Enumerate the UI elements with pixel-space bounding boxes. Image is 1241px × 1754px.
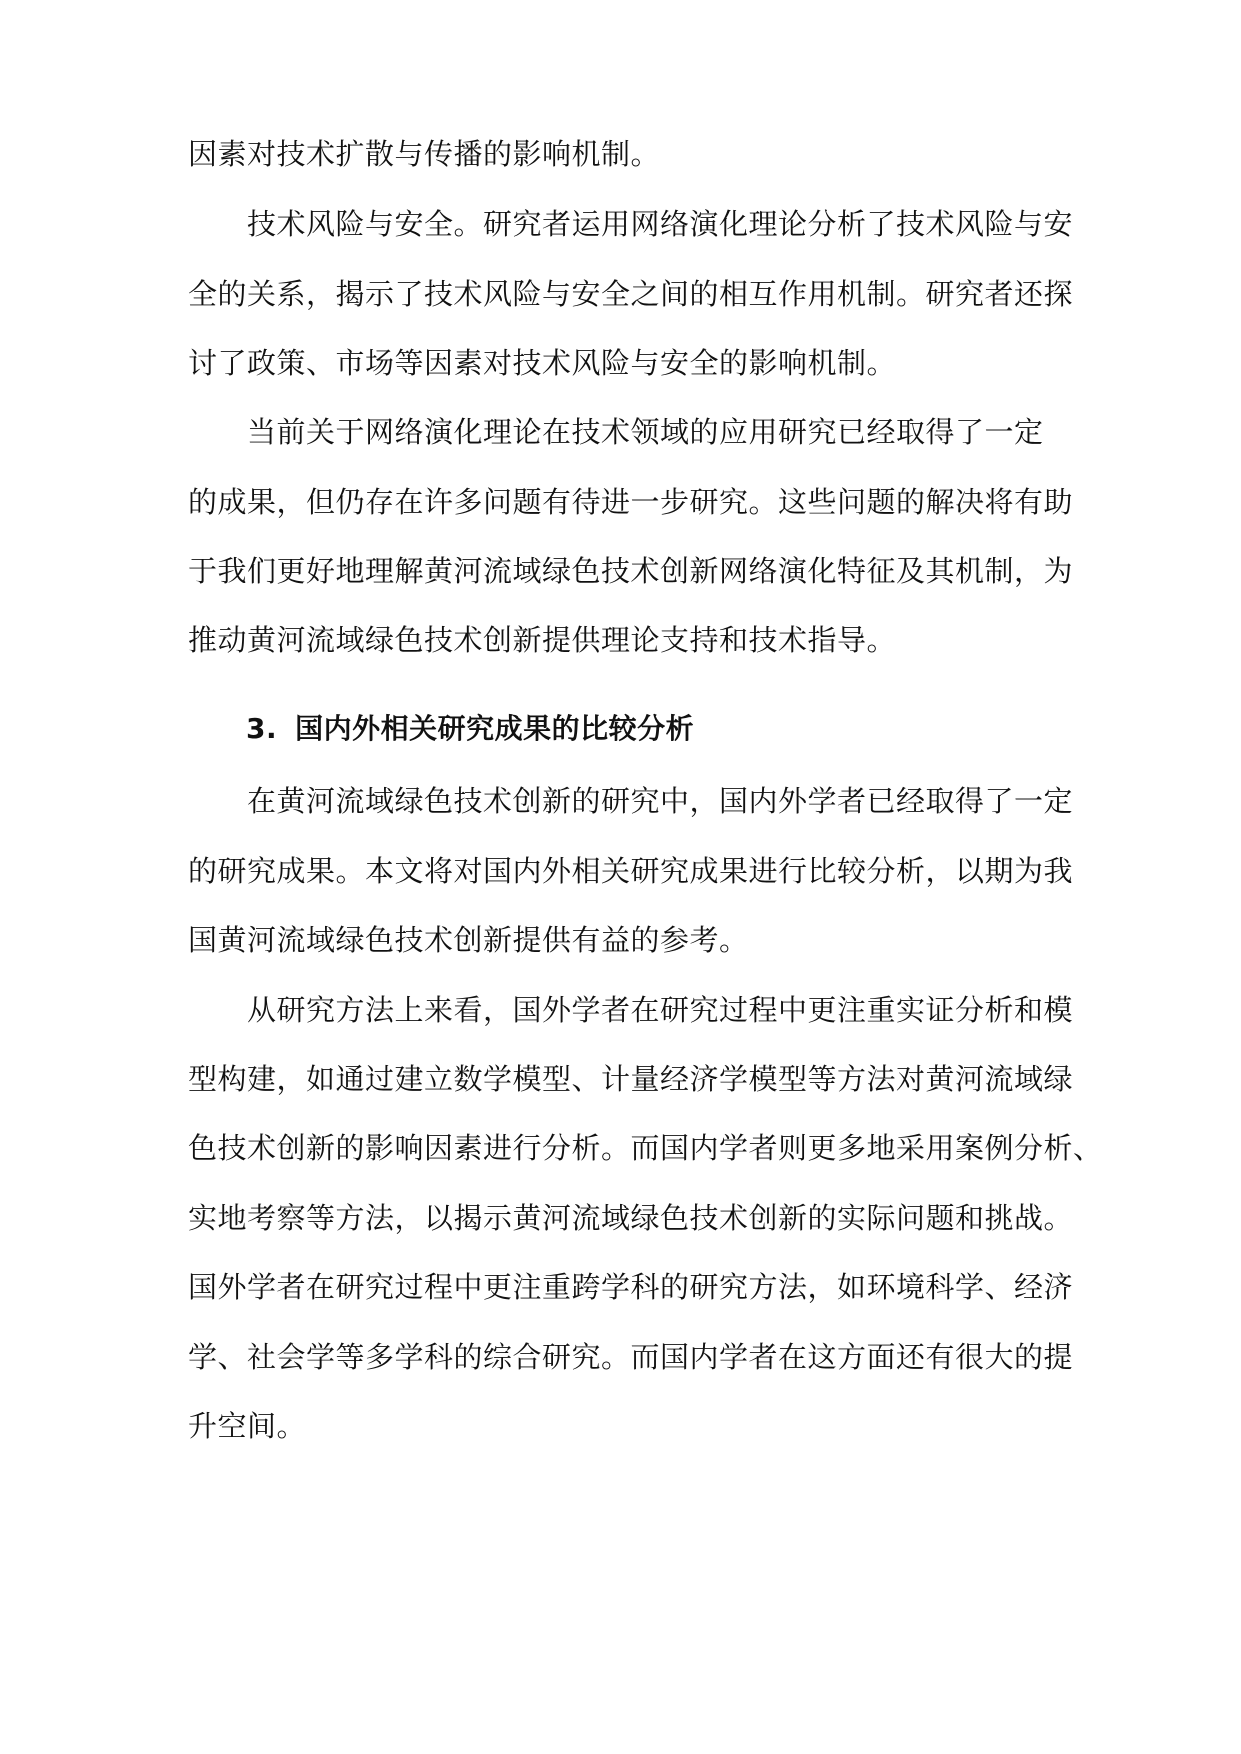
- paragraph-line: 在黄河流域绿色技术创新的研究中，国内外学者已经取得了一定: [247, 784, 1074, 818]
- paragraph-line: 色技术创新的影响因素进行分析。而国内学者则更多地采用案例分析、: [188, 1131, 1103, 1165]
- paragraph-line: 于我们更好地理解黄河流域绿色技术创新网络演化特征及其机制，为: [188, 554, 1074, 588]
- paragraph-line: 因素对技术扩散与传播的影响机制。: [188, 137, 661, 171]
- section-heading: [246, 709, 1136, 749]
- paragraph-line: 当前关于网络演化理论在技术领域的应用研究已经取得了一定: [247, 415, 1044, 449]
- paragraph-line: 讨了政策、市场等因素对技术风险与安全的影响机制。: [188, 346, 897, 380]
- paragraph-line: 国黄河流域绿色技术创新提供有益的参考。: [188, 923, 749, 957]
- paragraph-line: 实地考察等方法，以揭示黄河流域绿色技术创新的实际问题和挑战。: [188, 1201, 1074, 1235]
- section-title: 国内外相关研究成果的比较分析: [295, 712, 695, 745]
- paragraph-line: 国外学者在研究过程中更注重跨学科的研究方法，如环境科学、经济: [188, 1270, 1074, 1304]
- paragraph-line: 学、社会学等多学科的综合研究。而国内学者在这方面还有很大的提: [188, 1340, 1074, 1374]
- paragraph-line: 升空间。: [188, 1409, 307, 1443]
- paragraph-line: 全的关系，揭示了技术风险与安全之间的相互作用机制。研究者还探: [188, 277, 1074, 311]
- section-number: 3.: [246, 712, 278, 745]
- paragraph-line: 型构建，如通过建立数学模型、计量经济学模型等方法对黄河流域绿: [188, 1062, 1074, 1096]
- paragraph-line: 的研究成果。本文将对国内外相关研究成果进行比较分析，以期为我: [188, 854, 1074, 888]
- paragraph-line: 从研究方法上来看，国外学者在研究过程中更注重实证分析和模: [247, 993, 1074, 1027]
- paragraph-line: 的成果，但仍存在许多问题有待进一步研究。这些问题的解决将有助: [188, 485, 1074, 519]
- paragraph-line: 技术风险与安全。研究者运用网络演化理论分析了技术风险与安: [247, 207, 1074, 241]
- paragraph-line: 推动黄河流域绿色技术创新提供理论支持和技术指导。: [188, 623, 897, 657]
